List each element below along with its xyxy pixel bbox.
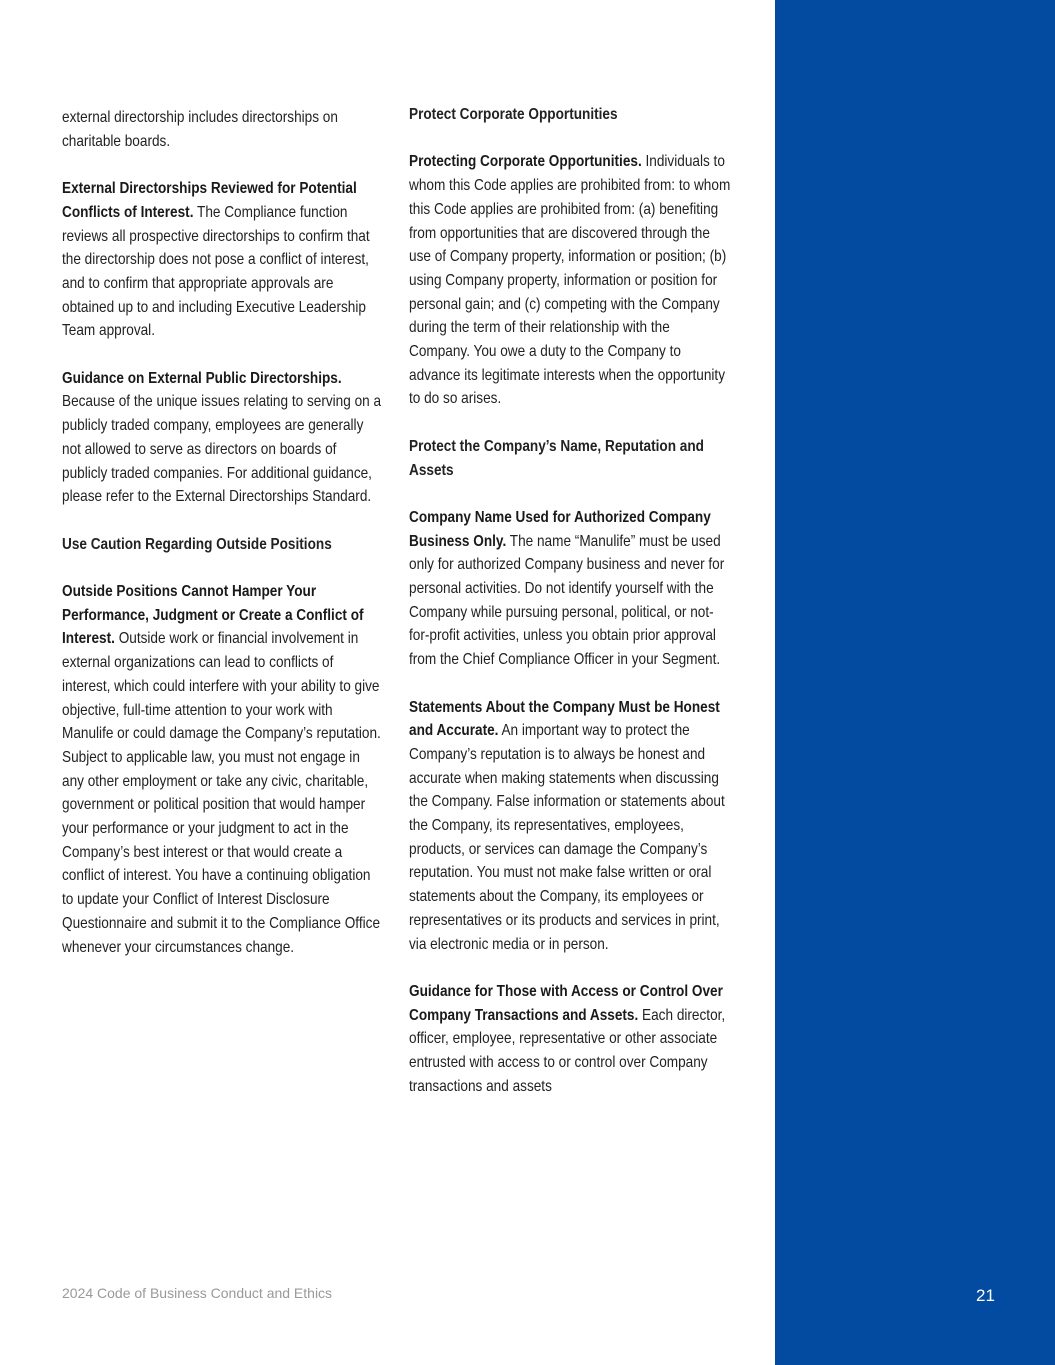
side-panel [775,0,1055,1365]
paragraph [62,367,385,509]
page-number: 21 [976,1286,995,1305]
paragraph [409,980,732,1099]
paragraph [62,106,385,153]
paragraph-lead: Guidance for Those with Access or Control Over Company Transactions and Assets. [409,982,723,1024]
paragraph-text: Individuals to whom this Code applies are prohibited from: to whom this Code applies are prohibited from: (a) benefiting from opportunities that are discovered through the use of Company property, information or position; (b) using Company property, information or position for personal gain; and (c) competing with the Company during the term of their relationship with the Company. You owe a duty to the Company to advance its legitimate interests when the opportunity to do so arises. [409,153,731,408]
paragraph-text: Outside work or financial involvement in external organizations can lead to conflicts of interest, which could interfere with your ability to give objective, full-time attention to your work with Manulife or could damage the Company’s reputation. Subject to applicable law, you must not engage in any other employment or take any civic, charitable, government or political position that would hamper your performance or your judgment to act in the Company’s best interest or that would create a conflict of interest. You have a continuing obligation to update your Conflict of Interest Disclosure Questionnaire and submit it to the Compliance Office whenever your circumstances change. [62,630,381,956]
paragraph [409,150,732,411]
paragraph-text: external directorship includes directorships on charitable boards. [62,109,338,150]
paragraph [409,506,732,672]
section-heading: Protect Corporate Opportunities [409,106,618,123]
left-column [62,106,385,983]
paragraph [62,580,385,959]
paragraph [409,696,732,957]
paragraph-text: Because of the unique issues relating to serving on a publicly traded company, employees are generally not allowed to serve as directors on boards of publicly traded companies. For additional guidance, please refer to the External Directorships Standard. [62,393,382,506]
paragraph-lead: Protecting Corporate Opportunities. [409,153,642,171]
paragraph-lead: Outside Positions Cannot Hamper Your Performance, Judgment or Create a Conflict of Interest. [62,583,364,648]
paragraph [62,177,385,343]
paragraph-text: An important way to protect the Company’s reputation is to always be honest and accurate when making statements when discussing the Company. False information or statements about the Company, its representatives, employees, products, or services can damage the Company’s reputation. You must not make false written or oral statements about the Company, its employees or representatives or its products and services in print, via electronic media or in person. [409,722,725,953]
right-column [409,103,732,1122]
paragraph-text: The name “Manulife” must be used only for authorized Company business and never for personal activities. Do not identify yourself with the Company while pursuing personal, political, or not-for-profit activities, unless you obtain prior approval from the Chief Compliance Officer in your Segment. [409,532,725,669]
paragraph-lead: External Directorships Reviewed for Potential Conflicts of Interest. [62,180,357,221]
section-heading: Protect the Company’s Name, Reputation and Assets [409,437,704,479]
paragraph-text: The Compliance function reviews all prospective directorships to confirm that the directorship does not pose a conflict of interest, and to confirm that appropriate approvals are obtained up to and including Executive Leadership Team approval. [62,203,370,340]
paragraph-lead: Guidance on External Public Directorships. [62,369,342,387]
paragraph-text: Each director, officer, employee, representative or other associate entrusted with access to or control over Company transactions and assets [409,1006,726,1095]
paragraph-lead: Company Name Used for Authorized Company Business Only. [409,508,711,550]
footer-title: 2024 Code of Business Conduct and Ethics [62,1285,333,1301]
paragraph-lead: Statements About the Company Must be Honest and Accurate. [409,698,720,740]
section-heading: Use Caution Regarding Outside Positions [62,535,332,553]
